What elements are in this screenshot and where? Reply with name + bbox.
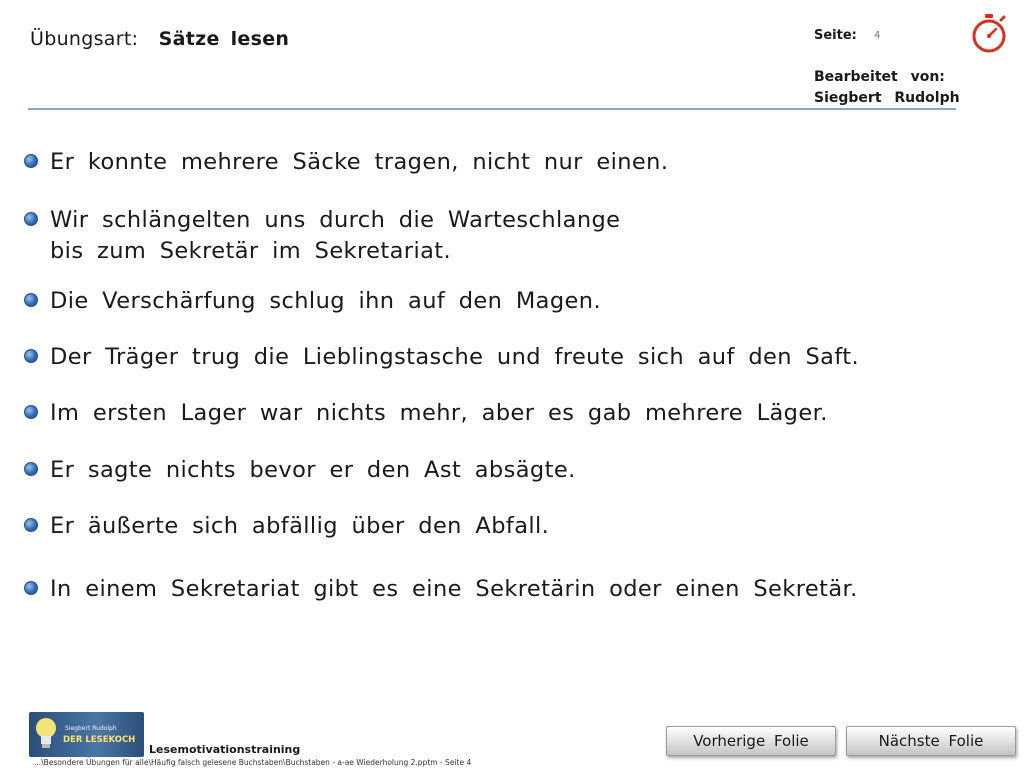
editor-label: Bearbeitet von: (814, 69, 945, 85)
bullet-icon (24, 462, 38, 476)
stopwatch-icon[interactable] (968, 12, 1010, 54)
sentence-item (24, 147, 668, 178)
leselkoch-logo (29, 712, 144, 757)
sentence-item (24, 455, 576, 486)
sentence-line: Wir schlängelten uns durch die Warteschlange (50, 207, 621, 233)
sentence-line: Er konnte mehrere Säcke tragen, nicht nur einen. (50, 149, 669, 175)
exercise-type-label: Übungsart: (30, 28, 139, 50)
bullet-icon (24, 518, 38, 532)
bullet-icon (24, 581, 38, 595)
sentence-item (24, 286, 601, 317)
logo-author: Siegbert Rudolph (65, 725, 117, 732)
bullet-icon (24, 154, 38, 168)
header-divider (28, 108, 956, 110)
previous-slide-button[interactable]: Vorherige Folie (666, 726, 836, 756)
exercise-type-value: Sätze lesen (158, 28, 290, 50)
exercise-type (30, 28, 289, 50)
logo-brand: DER LESEKOCH (63, 735, 136, 745)
sentence-item (24, 574, 858, 605)
lightbulb-icon (33, 716, 59, 750)
sentence-line: Er äußerte sich abfällig über den Abfall. (50, 513, 550, 539)
bullet-icon (24, 405, 38, 419)
page-number: 4 (874, 30, 881, 41)
sentence-line: Die Verschärfung schlug ihn auf den Magen. (50, 288, 601, 314)
bullet-icon (24, 212, 38, 226)
sentence-line: Er sagte nichts bevor er den Ast absägte. (50, 457, 576, 483)
sentence-line: Im ersten Lager war nichts mehr, aber es gab mehrere Läger. (50, 400, 828, 426)
footer-title: Lesemotivationstraining (149, 743, 301, 756)
footer-path: ...\Besondere Übungen für alle\Häufig falsch gelesene Buchstaben\Buchstaben - a-ae Wiederholung 2.pptm - Seite 4 (34, 758, 472, 767)
editor-info (814, 67, 960, 109)
next-slide-button[interactable]: Nächste Folie (846, 726, 1016, 756)
sentence-line: In einem Sekretariat gibt es eine Sekretärin oder einen Sekretär. (50, 576, 858, 602)
editor-name: Siegbert Rudolph (814, 90, 960, 106)
page-label: Seite: (814, 28, 857, 43)
sentence-item (24, 342, 859, 373)
bullet-icon (24, 349, 38, 363)
sentence-line: bis zum Sekretär im Sekretariat. (50, 238, 452, 264)
sentence-item (24, 205, 620, 267)
sentence-line: Der Träger trug die Lieblingstasche und freute sich auf den Saft. (50, 344, 860, 370)
sentence-item (24, 398, 828, 429)
bullet-icon (24, 293, 38, 307)
sentence-item (24, 511, 549, 542)
